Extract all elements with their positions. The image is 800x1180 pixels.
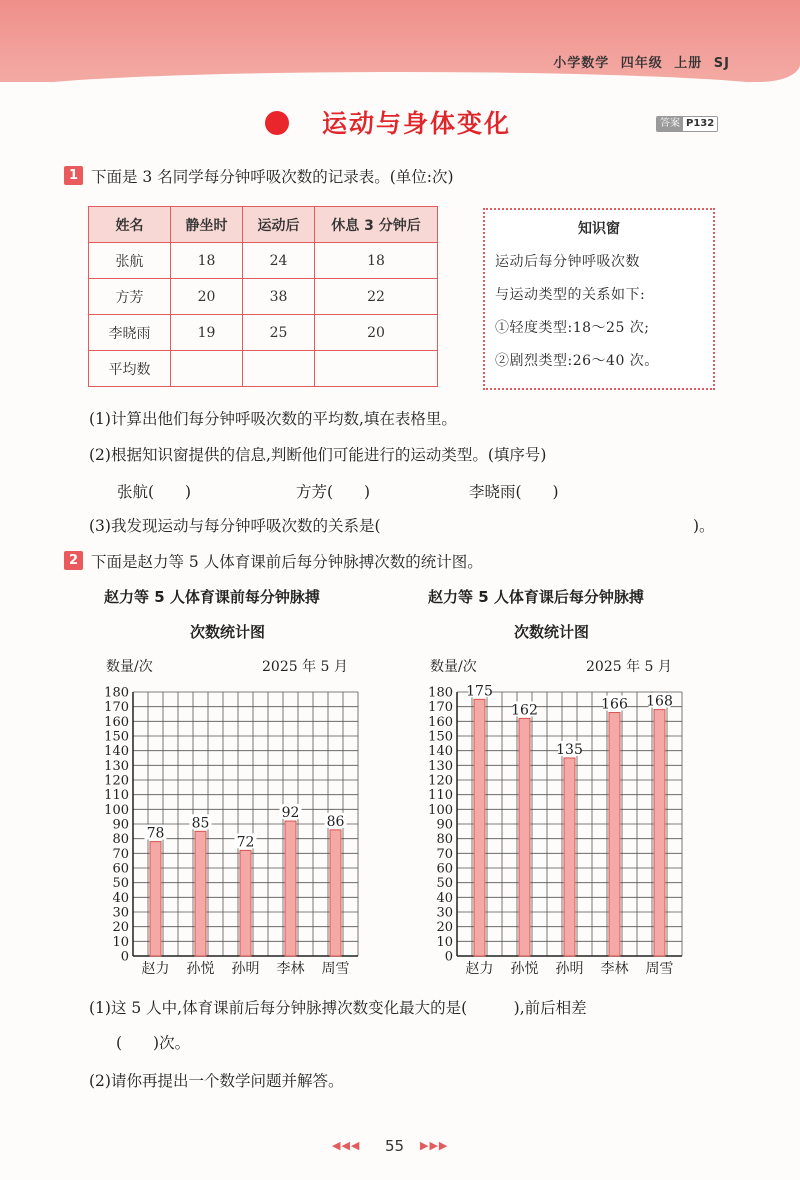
y-tick-label: 170 — [428, 700, 453, 716]
table-cell: 张航 — [89, 243, 171, 279]
y-tick-label: 50 — [112, 876, 129, 892]
x-category-label: 周雪 — [645, 961, 674, 977]
next-arrows-icon: ▶▶▶ — [420, 1139, 449, 1152]
chart-before-subtitle: 次数统计图 — [190, 623, 266, 641]
knowledge-line: ①轻度类型:18～25 次; — [495, 320, 650, 336]
x-category-label: 李林 — [276, 961, 305, 977]
y-tick-label: 20 — [436, 920, 453, 936]
table-row — [89, 243, 438, 279]
question-2-sub2: (2)请你再提出一个数学问题并解答。 — [89, 1072, 344, 1090]
y-tick-label: 90 — [436, 817, 453, 833]
table-header-cell: 休息 3 分钟后 — [315, 207, 438, 243]
y-tick-label: 110 — [428, 788, 453, 804]
page-number: 55 — [385, 1137, 405, 1155]
table-cell: 18 — [171, 243, 243, 279]
knowledge-line: 运动后每分钟呼吸次数 — [495, 254, 640, 270]
table-header-cell: 姓名 — [89, 207, 171, 243]
y-tick-label: 0 — [120, 949, 129, 965]
title-bullet-icon — [265, 111, 289, 135]
data-label: 78 — [146, 825, 165, 842]
bar-孙悦 — [195, 831, 206, 956]
chart-after-title: 赵力等 5 人体育课后每分钟脉搏 — [428, 588, 644, 606]
y-tick-label: 20 — [112, 920, 129, 936]
y-tick-label: 180 — [428, 685, 453, 701]
series-label: 小学数学 四年级 上册 SJ — [553, 56, 730, 71]
x-category-label: 孙悦 — [510, 961, 539, 977]
question-1-number: 1 — [64, 166, 83, 185]
question-1-prompt: 下面是 3 名同学每分钟呼吸次数的记录表。(单位:次) — [91, 168, 454, 186]
answer-blank-lixiaoyu[interactable]: 李晓雨( ) — [469, 483, 559, 501]
data-label: 162 — [511, 702, 538, 719]
table-cell: 19 — [171, 315, 243, 351]
y-tick-label: 170 — [104, 700, 129, 716]
y-tick-label: 60 — [436, 861, 453, 877]
question-2-sub1: (1)这 5 人中,体育课前后每分钟脉搏次数变化最大的是( ),前后相差 — [89, 999, 587, 1017]
question-2-prompt: 下面是赵力等 5 人体育课前后每分钟脉搏次数的统计图。 — [91, 553, 483, 571]
bar-李林 — [609, 713, 620, 956]
y-tick-label: 80 — [112, 832, 129, 848]
y-tick-label: 90 — [112, 817, 129, 833]
table-cell: 平均数 — [89, 351, 171, 387]
x-category-label: 孙悦 — [186, 961, 215, 977]
data-label: 166 — [601, 696, 628, 713]
prev-arrows-icon: ◀◀◀ — [332, 1139, 361, 1152]
chart-before-title: 赵力等 5 人体育课前每分钟脉搏 — [104, 588, 320, 606]
y-tick-label: 80 — [436, 832, 453, 848]
knowledge-line: 与运动类型的关系如下: — [495, 287, 646, 303]
table-cell: 20 — [171, 279, 243, 315]
answer-key-label: 答案 — [657, 117, 683, 131]
table-row-average — [89, 351, 438, 387]
y-tick-label: 130 — [104, 758, 129, 774]
y-tick-label: 120 — [104, 773, 129, 789]
bar-孙悦 — [519, 718, 530, 956]
bar-李林 — [285, 821, 296, 956]
chart-before-date: 2025 年 5 月 — [262, 659, 348, 675]
table-cell: 25 — [243, 315, 315, 351]
breathing-record-table — [88, 206, 438, 387]
data-label: 92 — [281, 805, 300, 822]
y-tick-label: 70 — [112, 846, 129, 862]
data-label: 86 — [326, 813, 345, 830]
average-answer-cell[interactable] — [171, 351, 243, 387]
knowledge-window — [483, 208, 715, 390]
bar-孙明 — [240, 850, 251, 956]
bar-赵力 — [150, 842, 161, 956]
x-category-label: 孙明 — [231, 961, 260, 977]
y-tick-label: 120 — [428, 773, 453, 789]
answer-page-number: P132 — [683, 117, 717, 131]
y-tick-label: 40 — [436, 890, 453, 906]
chart-after-ylabel: 数量/次 — [430, 659, 477, 675]
chart-after-subtitle: 次数统计图 — [514, 623, 590, 641]
table-cell: 20 — [315, 315, 438, 351]
question-1-sub3-end: )。 — [693, 517, 715, 535]
table-header-cell: 静坐时 — [171, 207, 243, 243]
question-1-sub3: (3)我发现运动与每分钟呼吸次数的关系是( — [89, 517, 381, 535]
chart-before-ylabel: 数量/次 — [106, 659, 153, 675]
table-cell: 24 — [243, 243, 315, 279]
y-tick-label: 100 — [428, 802, 453, 818]
y-tick-label: 150 — [104, 729, 129, 745]
x-category-label: 孙明 — [555, 961, 584, 977]
bar-周雪 — [330, 830, 341, 956]
question-2-number: 2 — [64, 551, 83, 570]
average-answer-cell[interactable] — [315, 351, 438, 387]
table-row — [89, 315, 438, 351]
question-2-sub1-blank[interactable]: ( )次。 — [116, 1034, 191, 1052]
y-tick-label: 60 — [112, 861, 129, 877]
y-tick-label: 140 — [104, 744, 129, 760]
bar-赵力 — [474, 699, 485, 956]
y-tick-label: 10 — [436, 934, 453, 950]
knowledge-title: 知识窗 — [578, 221, 620, 237]
x-category-label: 周雪 — [321, 961, 350, 977]
y-tick-label: 100 — [104, 802, 129, 818]
y-tick-label: 0 — [444, 949, 453, 965]
bar-孙明 — [564, 758, 575, 956]
x-category-label: 李林 — [600, 961, 629, 977]
answer-blank-zhanghang[interactable]: 张航( ) — [117, 483, 192, 501]
y-tick-label: 160 — [104, 714, 129, 730]
answer-page-tag[interactable] — [656, 116, 718, 132]
average-answer-cell[interactable] — [243, 351, 315, 387]
data-label: 85 — [191, 815, 210, 832]
table-row — [89, 279, 438, 315]
data-label: 175 — [466, 683, 493, 700]
chart-after-class — [420, 680, 700, 980]
chart-after-date: 2025 年 5 月 — [586, 659, 672, 675]
bar-周雪 — [654, 710, 665, 956]
y-tick-label: 130 — [428, 758, 453, 774]
table-cell: 方芳 — [89, 279, 171, 315]
table-cell: 38 — [243, 279, 315, 315]
y-tick-label: 140 — [428, 744, 453, 760]
y-tick-label: 30 — [112, 905, 129, 921]
question-1-sub2: (2)根据知识窗提供的信息,判断他们可能进行的运动类型。(填序号) — [89, 446, 547, 464]
y-tick-label: 40 — [112, 890, 129, 906]
y-tick-label: 50 — [436, 876, 453, 892]
table-header-row — [89, 207, 438, 243]
y-tick-label: 180 — [104, 685, 129, 701]
data-label: 168 — [646, 693, 673, 710]
data-label: 135 — [556, 742, 583, 758]
x-category-label: 赵力 — [465, 961, 494, 977]
y-tick-label: 30 — [436, 905, 453, 921]
x-category-label: 赵力 — [141, 961, 170, 977]
y-tick-label: 150 — [428, 729, 453, 745]
answer-blank-fangfang[interactable]: 方芳( ) — [296, 483, 371, 501]
question-1-sub1: (1)计算出他们每分钟呼吸次数的平均数,填在表格里。 — [89, 410, 457, 428]
y-tick-label: 160 — [428, 714, 453, 730]
y-tick-label: 70 — [436, 846, 453, 862]
table-header-cell: 运动后 — [243, 207, 315, 243]
knowledge-line: ②剧烈类型:26～40 次。 — [495, 353, 659, 369]
table-cell: 18 — [315, 243, 438, 279]
lesson-title: 运动与身体变化 — [322, 109, 512, 138]
y-tick-label: 110 — [104, 788, 129, 804]
data-label: 72 — [236, 834, 255, 851]
table-cell: 李晓雨 — [89, 315, 171, 351]
table-cell: 22 — [315, 279, 438, 315]
y-tick-label: 10 — [112, 934, 129, 950]
chart-before-class — [96, 680, 376, 980]
